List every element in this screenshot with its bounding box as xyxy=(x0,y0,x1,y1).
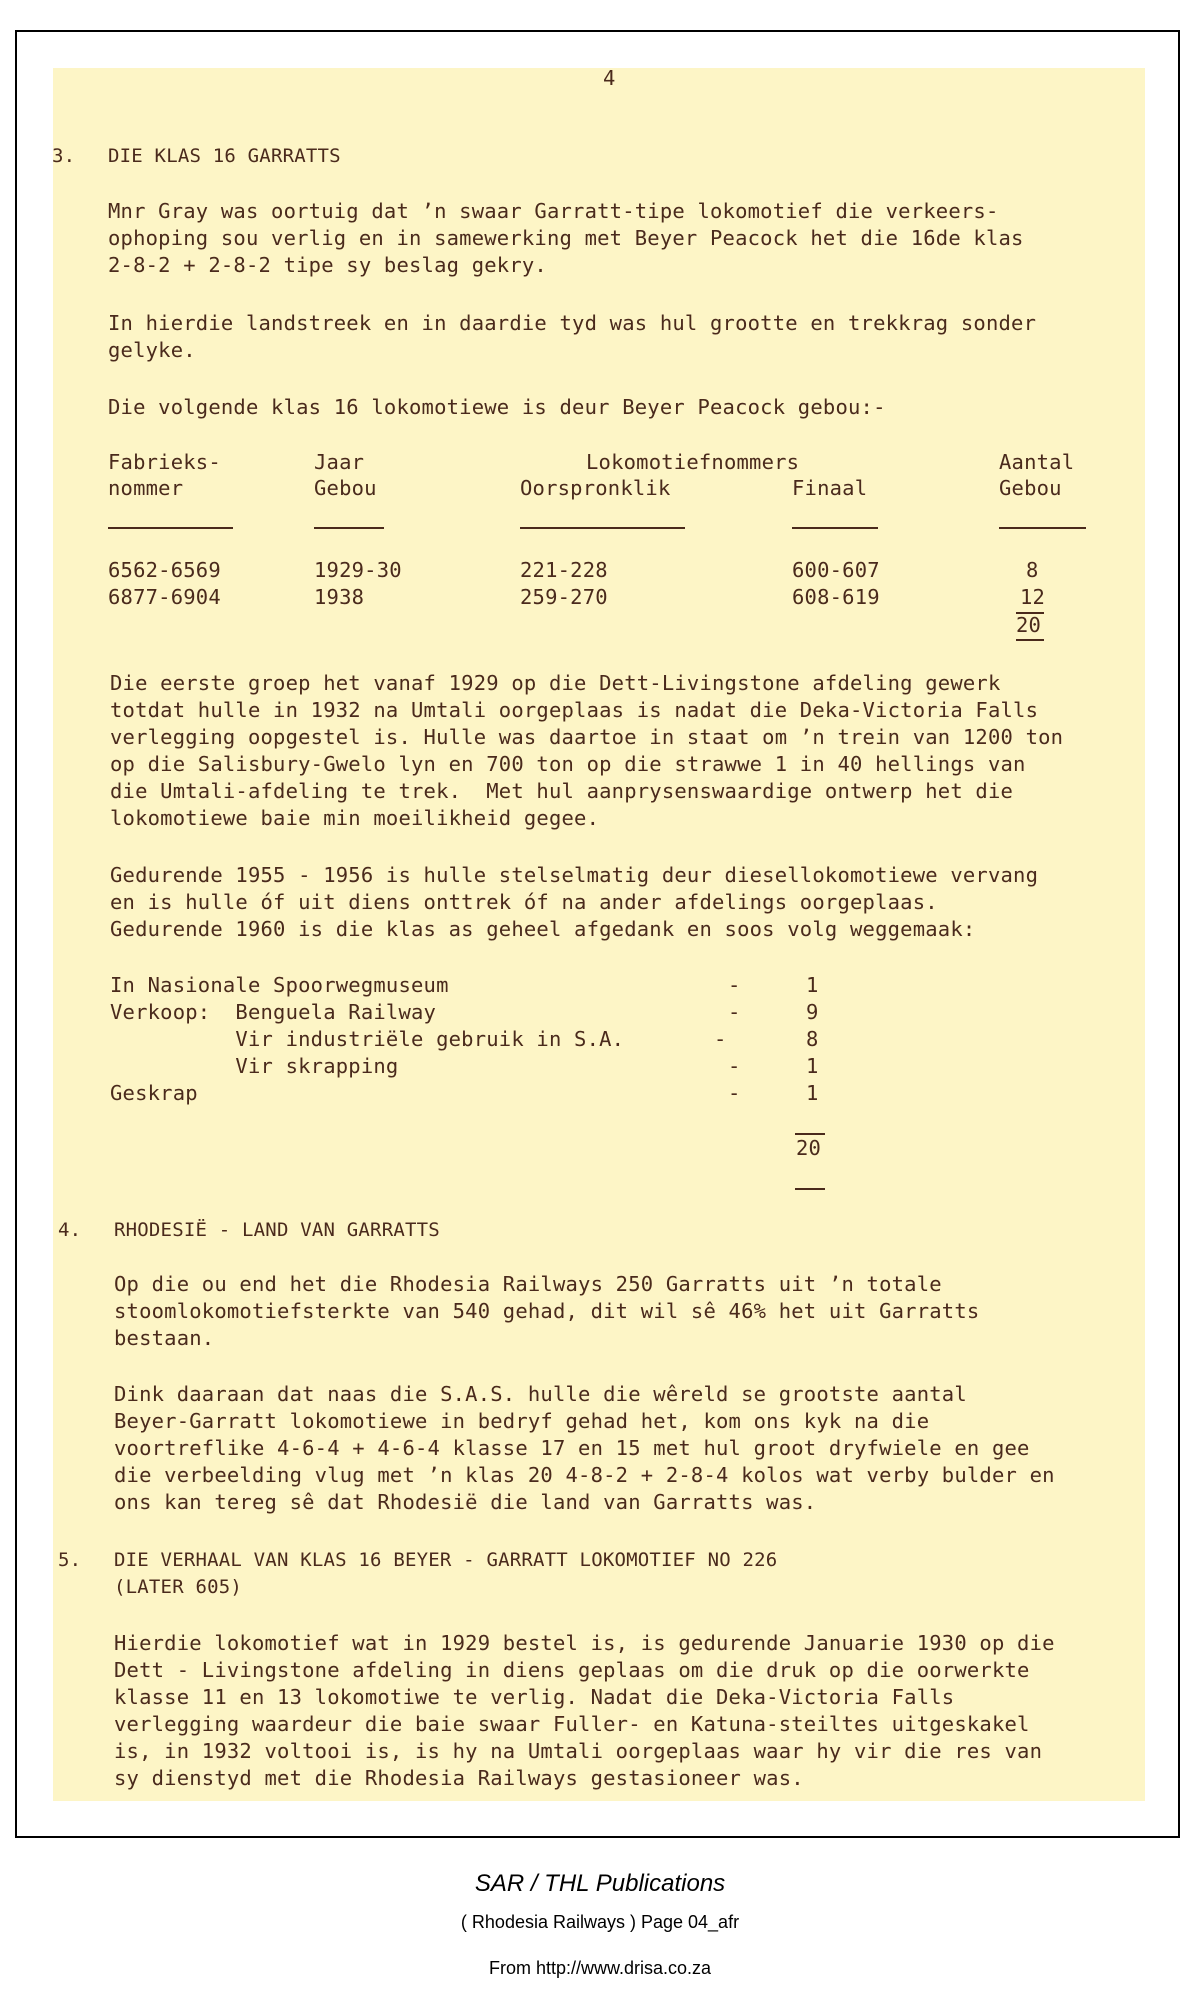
section-3-para-4-line-5: die Umtali-afdeling te trek. Met hul aanprysenswaardige ontwerp het die xyxy=(110,779,1014,803)
section-3-para-4-line-4: op die Salisbury-Gwelo lyn en 700 ton op die strawwe 1 in 40 hellings van xyxy=(110,752,1026,776)
section-3-para-5-line-1: Gedurende 1955 - 1956 is hulle stelselmatig deur diesellokomotiewe vervang xyxy=(110,863,1039,887)
table-header-aantal: Aantal xyxy=(999,450,1075,474)
section-5-para-1-line-3: klasse 11 en 13 lokomotiwe te verlig. Nadat die Deka-Victoria Falls xyxy=(114,1685,955,1709)
disposal-dash: - xyxy=(714,1027,727,1051)
footer-subtitle: ( Rhodesia Railways ) Page 04_afr xyxy=(460,1912,740,1932)
table-total: 20 xyxy=(1016,613,1042,637)
table-header-finaal: Finaal xyxy=(792,476,868,500)
section-4-para-2-line-4: die verbeelding vlug met ʼn klas 20 4-8-2 + 2-8-4 kolos wat verby bulder en xyxy=(114,1463,1055,1487)
disposal-count: 1 xyxy=(806,1081,819,1105)
section-5-para-1-line-4: verlegging waardeur die baie swaar Fuller- en Katuna-steiltes uitgeskakel xyxy=(114,1712,1030,1736)
section-4-para-1-line-1: Op die ou end het die Rhodesia Railways 250 Garratts uit ʼn totale xyxy=(114,1272,942,1296)
section-5-number: 5. xyxy=(58,1549,82,1571)
disposal-label: Vir skrapping xyxy=(110,1054,399,1078)
disposal-total-rule xyxy=(795,1188,825,1190)
page-number: 4 xyxy=(603,66,616,90)
table-cell-fabrieks: 6562-6569 xyxy=(108,558,221,582)
section-5-para-1-line-6: sy dienstyd met die Rhodesia Railways gestasioneer was. xyxy=(114,1766,804,1790)
disposal-label: Geskrap xyxy=(110,1081,198,1105)
table-cell-oorspronklik: 221-228 xyxy=(520,558,608,582)
disposal-dash: - xyxy=(728,1054,741,1078)
table-cell-jaar: 1929-30 xyxy=(314,558,402,582)
section-4-para-2-line-3: voortreflike 4-6-4 + 4-6-4 klasse 17 en 15 met hul groot dryfwiele en gee xyxy=(114,1436,1030,1460)
section-4-para-1-line-2: stoomlokomotiefsterkte van 540 gehad, dit wil sê 46% het uit Garratts xyxy=(114,1299,980,1323)
section-3-para-3: Die volgende klas 16 lokomotiewe is deur Beyer Peacock gebou:- xyxy=(108,395,886,419)
footer-title: SAR / THL Publications xyxy=(474,1870,726,1897)
table-cell-finaal: 608-619 xyxy=(792,585,880,609)
section-5-heading-sub: (LATER 605) xyxy=(114,1576,243,1598)
section-5-para-1-line-1: Hierdie lokomotief wat in 1929 bestel is, is gedurende Januarie 1930 op die xyxy=(114,1631,1055,1655)
disposal-label: Verkoop: Benguela Railway xyxy=(110,1000,437,1024)
section-3-heading: DIE KLAS 16 GARRATTS xyxy=(108,145,341,167)
section-3-para-4-line-2: totdat hulle in 1932 na Umtali oorgeplaas is nadat die Deka-Victoria Falls xyxy=(110,698,1039,722)
section-3-para-1-line-1: Mnr Gray was oortuig dat ʼn swaar Garratt-tipe lokomotief die verkeers- xyxy=(108,199,999,223)
table-cell-aantal: 8 xyxy=(1026,558,1039,582)
disposal-count: 1 xyxy=(806,1054,819,1078)
section-3-para-2-line-1: In hierdie landstreek en in daardie tyd was hul grootte en trekkrag sonder xyxy=(108,311,1037,335)
table-cell-jaar: 1938 xyxy=(314,585,365,609)
table-cell-finaal: 600-607 xyxy=(792,558,880,582)
disposal-count: 1 xyxy=(806,973,819,997)
section-3-para-4-line-6: lokomotiewe baie min moeilikheid gegee. xyxy=(110,806,600,830)
section-3-para-4-line-3: verlegging oopgestel is. Hulle was daartoe in staat om ʼn trein van 1200 ton xyxy=(110,725,1064,749)
table-header-lokomotiefnommers: Lokomotiefnommers xyxy=(586,450,800,474)
section-4-para-2-line-5: ons kan tereg sê dat Rhodesië die land van Garratts was. xyxy=(114,1490,817,1514)
table-header-rule xyxy=(520,527,685,529)
table-header-fabrieks: Fabrieks- xyxy=(108,450,221,474)
section-5-heading: DIE VERHAAL VAN KLAS 16 BEYER - GARRATT LOKOMOTIEF NO 226 xyxy=(114,1549,778,1571)
table-cell-oorspronklik: 259-270 xyxy=(520,585,608,609)
section-4-para-1-line-3: bestaan. xyxy=(114,1326,215,1350)
section-3-para-5-line-2: en is hulle óf uit diens onttrek óf na ander afdelings oorgeplaas. xyxy=(110,890,938,914)
table-header-gebou: Gebou xyxy=(314,476,377,500)
table-header-rule xyxy=(108,527,233,529)
section-4-heading: RHODESIË - LAND VAN GARRATTS xyxy=(114,1219,440,1241)
table-header-nommer: nommer xyxy=(108,476,184,500)
footer-source: From http://www.drisa.co.za xyxy=(488,1958,712,1978)
table-header-jaar: Jaar xyxy=(314,450,365,474)
section-3-para-2-line-2: gelyke. xyxy=(108,338,196,362)
section-3-para-4-line-1: Die eerste groep het vanaf 1929 op die Dett-Livingstone afdeling gewerk xyxy=(110,671,1001,695)
section-3-para-1-line-2: ophoping sou verlig en in samewerking met Beyer Peacock het die 16de klas xyxy=(108,226,1024,250)
section-5-para-1-line-2: Dett - Livingstone afdeling in diens geplaas om die druk op die oorwerkte xyxy=(114,1658,1030,1682)
table-header-rule xyxy=(792,527,878,529)
section-3-para-5-line-3: Gedurende 1960 is die klas as geheel afgedank en soos volg weggemaak: xyxy=(110,917,976,941)
disposal-count: 9 xyxy=(806,1000,819,1024)
section-4-para-2-line-2: Beyer-Garratt lokomotiewe in bedryf gehad het, kom ons kyk na die xyxy=(114,1409,930,1433)
table-header-aantal-gebou: Gebou xyxy=(999,476,1062,500)
disposal-count: 8 xyxy=(806,1027,819,1051)
disposal-label: Vir industriële gebruik in S.A. xyxy=(110,1027,625,1051)
disposal-dash: - xyxy=(728,1000,741,1024)
table-cell-aantal: 12 xyxy=(1020,585,1046,609)
disposal-dash: - xyxy=(728,973,741,997)
disposal-total: 20 xyxy=(796,1136,822,1160)
disposal-dash: - xyxy=(728,1081,741,1105)
section-4-number: 4. xyxy=(58,1219,82,1241)
section-3-para-1-line-3: 2-8-2 + 2-8-2 tipe sy beslag gekry. xyxy=(108,253,547,277)
disposal-label: In Nasionale Spoorwegmuseum xyxy=(110,973,449,997)
section-3-number: 3. xyxy=(52,145,76,167)
table-header-rule xyxy=(999,527,1086,529)
section-5-para-1-line-5: is, in 1932 voltooi is, is hy na Umtali oorgeplaas waar hy vir die res van xyxy=(114,1739,1043,1763)
section-4-para-2-line-1: Dink daaraan dat naas die S.A.S. hulle die wêreld se grootste aantal xyxy=(114,1382,967,1406)
table-total-rule xyxy=(1016,639,1044,641)
table-header-rule xyxy=(314,527,384,529)
table-cell-fabrieks: 6877-6904 xyxy=(108,585,221,609)
table-header-oorspronklik: Oorspronklik xyxy=(520,476,671,500)
